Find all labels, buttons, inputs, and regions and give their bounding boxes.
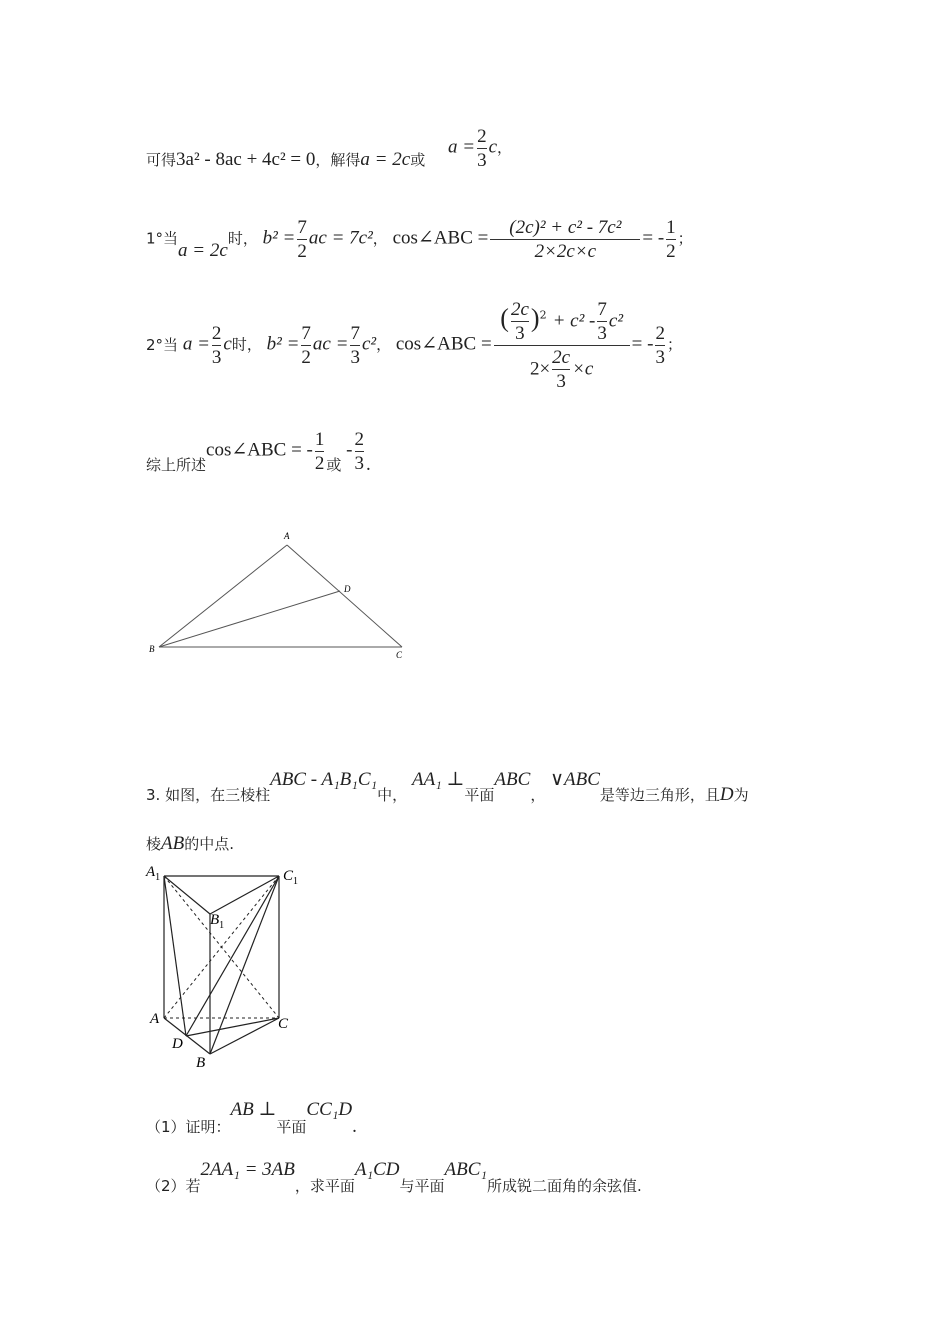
numerator: 2	[354, 429, 364, 450]
denominator: 3	[515, 323, 525, 344]
den-a: 2×	[529, 358, 551, 380]
label-C: C	[278, 1016, 289, 1032]
text: 时，	[231, 335, 262, 354]
condition: a = 2c	[178, 239, 228, 261]
label-D: D	[344, 584, 351, 594]
text: ，求平面	[294, 1177, 355, 1195]
edge-C1-D	[186, 876, 279, 1036]
result-fraction	[666, 218, 676, 261]
result-fraction	[655, 324, 665, 367]
aa1-perp: AA₁ ⊥	[411, 769, 465, 790]
solution-2	[448, 127, 512, 170]
text: 所成锐二面角的余弦值.	[487, 1177, 642, 1195]
num-rest: + c² -	[552, 310, 596, 332]
edge-C1-B	[210, 876, 279, 1054]
denominator: 3	[556, 371, 566, 392]
question-1	[146, 1099, 357, 1137]
text: 时，	[227, 229, 258, 248]
question-2	[146, 1159, 642, 1195]
text: ，	[376, 335, 392, 354]
edge-ab: AB	[161, 833, 185, 854]
var: c²	[608, 310, 624, 332]
label-D: D	[172, 1036, 183, 1052]
numerator: 1	[314, 429, 325, 450]
label-B: B	[196, 1055, 206, 1071]
case-label: 2°当	[146, 335, 179, 354]
edge-BD	[159, 591, 340, 647]
edge-A1-B1	[164, 876, 210, 914]
denominator: 2	[297, 241, 307, 262]
mid: ac =	[312, 333, 349, 355]
edge-AC	[287, 545, 402, 647]
numerator: ( $\frac{2c}{3}$ )$^2$ + c² - $\frac{7}{3}$ c²	[500, 299, 624, 344]
period: .	[352, 1116, 357, 1137]
numerator: 2	[655, 323, 665, 344]
inner-fraction	[597, 300, 607, 343]
denominator: 2	[314, 453, 325, 474]
numerator: 7	[301, 323, 311, 344]
plane-abc1: ABC₁	[444, 1159, 488, 1180]
sol2-lhs: a =	[448, 136, 476, 158]
var: c²	[361, 333, 377, 355]
cos-lhs: cos∠ABC =	[392, 227, 489, 249]
summary-line	[146, 430, 371, 473]
numerator: 7	[597, 299, 607, 320]
numerator: 1	[666, 217, 676, 238]
period: .	[366, 453, 371, 475]
fraction	[315, 430, 325, 473]
cos-lhs: cos∠ABC = -	[206, 439, 313, 461]
numerator: 7	[297, 217, 307, 238]
paren: (	[500, 303, 509, 333]
edge-D-C	[186, 1018, 279, 1036]
text: 为	[733, 786, 749, 804]
label-A: A	[284, 531, 290, 541]
edge-B-C	[210, 1018, 279, 1054]
numerator: 2	[211, 323, 222, 344]
eq: = -	[642, 227, 665, 249]
label-B1: $B_1$	[210, 912, 225, 931]
text: ，	[372, 229, 388, 248]
inner-fraction	[552, 348, 570, 391]
or: 或	[326, 455, 342, 474]
var: c	[223, 333, 232, 355]
plane-abc: ABC	[494, 769, 531, 790]
denominator: 3	[211, 347, 222, 368]
denominator: 2	[666, 241, 676, 262]
label-C: C	[396, 650, 403, 660]
b-squared: b² =	[266, 333, 300, 355]
fraction	[297, 218, 307, 261]
point-d: D	[719, 784, 734, 805]
plane-cc1d: CC₁D	[306, 1099, 353, 1120]
text: ；	[666, 335, 682, 354]
label-B: B	[149, 644, 155, 654]
text: 与平面	[399, 1177, 445, 1195]
cond-lhs: a =	[182, 333, 210, 355]
numerator: (2c)² + c² - 7c²	[509, 217, 622, 238]
denominator	[494, 348, 630, 391]
paren: )	[530, 303, 540, 333]
text: 中，	[377, 786, 408, 804]
den-b: ×c	[572, 358, 594, 380]
case-2	[146, 300, 682, 391]
text: 棱	[146, 835, 162, 853]
numerator: 2	[477, 126, 487, 147]
hidden-A-C1	[164, 876, 279, 1018]
problem-number: 3. 如图，在三棱柱	[146, 786, 271, 804]
solution-1: a = 2c	[360, 149, 411, 170]
equation: 3a² - 8ac + 4c² = 0	[176, 149, 316, 170]
inner-fraction	[511, 300, 529, 343]
minus: -	[346, 439, 353, 461]
problem-3-line-2	[146, 834, 234, 853]
denominator: 3	[655, 347, 665, 368]
numerator: 2c	[552, 347, 571, 368]
plane-a1cd: A₁CD	[354, 1159, 400, 1180]
fraction	[301, 324, 311, 367]
cos-fraction	[490, 218, 640, 261]
triangle-abc: ∨ABC	[550, 769, 600, 790]
edge-BA	[159, 545, 287, 647]
b-squared-rhs: ac = 7c²	[308, 227, 373, 249]
b-squared: b² =	[262, 227, 296, 249]
var: c	[488, 136, 498, 158]
cos-lhs: cos∠ABC =	[395, 333, 492, 355]
summary-prefix: 综上所述	[146, 455, 207, 474]
denominator: 2×2c×c	[534, 241, 597, 262]
fraction	[212, 324, 222, 367]
text: 可得	[146, 151, 177, 169]
denominator: 3	[354, 453, 364, 474]
condition: 2AA₁ = 3AB	[200, 1159, 295, 1180]
text: ，解得	[315, 151, 361, 169]
numerator: 7	[350, 323, 360, 344]
text: ，	[530, 786, 546, 804]
eq: = -	[631, 333, 654, 355]
text: 或	[410, 151, 426, 169]
triangle-figure	[140, 525, 420, 665]
case-label: 1°当	[146, 229, 179, 248]
text: 是等边三角形，且	[599, 786, 720, 804]
question-label: （1）证明：	[146, 1118, 231, 1136]
text: ，	[497, 138, 513, 157]
denominator: 3	[477, 150, 487, 171]
edge-A1-D	[164, 876, 186, 1036]
text: ；	[677, 229, 693, 248]
question-label: （2）若	[146, 1177, 201, 1195]
case-1	[146, 218, 693, 261]
problem-3-line-1	[146, 769, 749, 805]
fraction	[350, 324, 360, 367]
solution-line-1	[146, 150, 425, 169]
denominator: 2	[301, 347, 311, 368]
fraction	[477, 127, 487, 170]
label-C1: $C_1$	[283, 868, 299, 887]
text: 平面	[276, 1118, 307, 1136]
text: 平面	[464, 786, 495, 804]
numerator: 2c	[510, 299, 529, 320]
label-A1: $A_1$	[146, 864, 161, 883]
prism: ABC - A₁B₁C₁	[270, 769, 378, 790]
text: 的中点.	[184, 835, 235, 853]
label-A: A	[150, 1011, 160, 1027]
ab-perp: AB ⊥	[230, 1099, 277, 1120]
prism-figure	[140, 860, 310, 1075]
fraction	[355, 430, 365, 473]
cos-fraction	[494, 300, 630, 391]
denominator: 3	[597, 323, 607, 344]
denominator: 3	[350, 347, 360, 368]
